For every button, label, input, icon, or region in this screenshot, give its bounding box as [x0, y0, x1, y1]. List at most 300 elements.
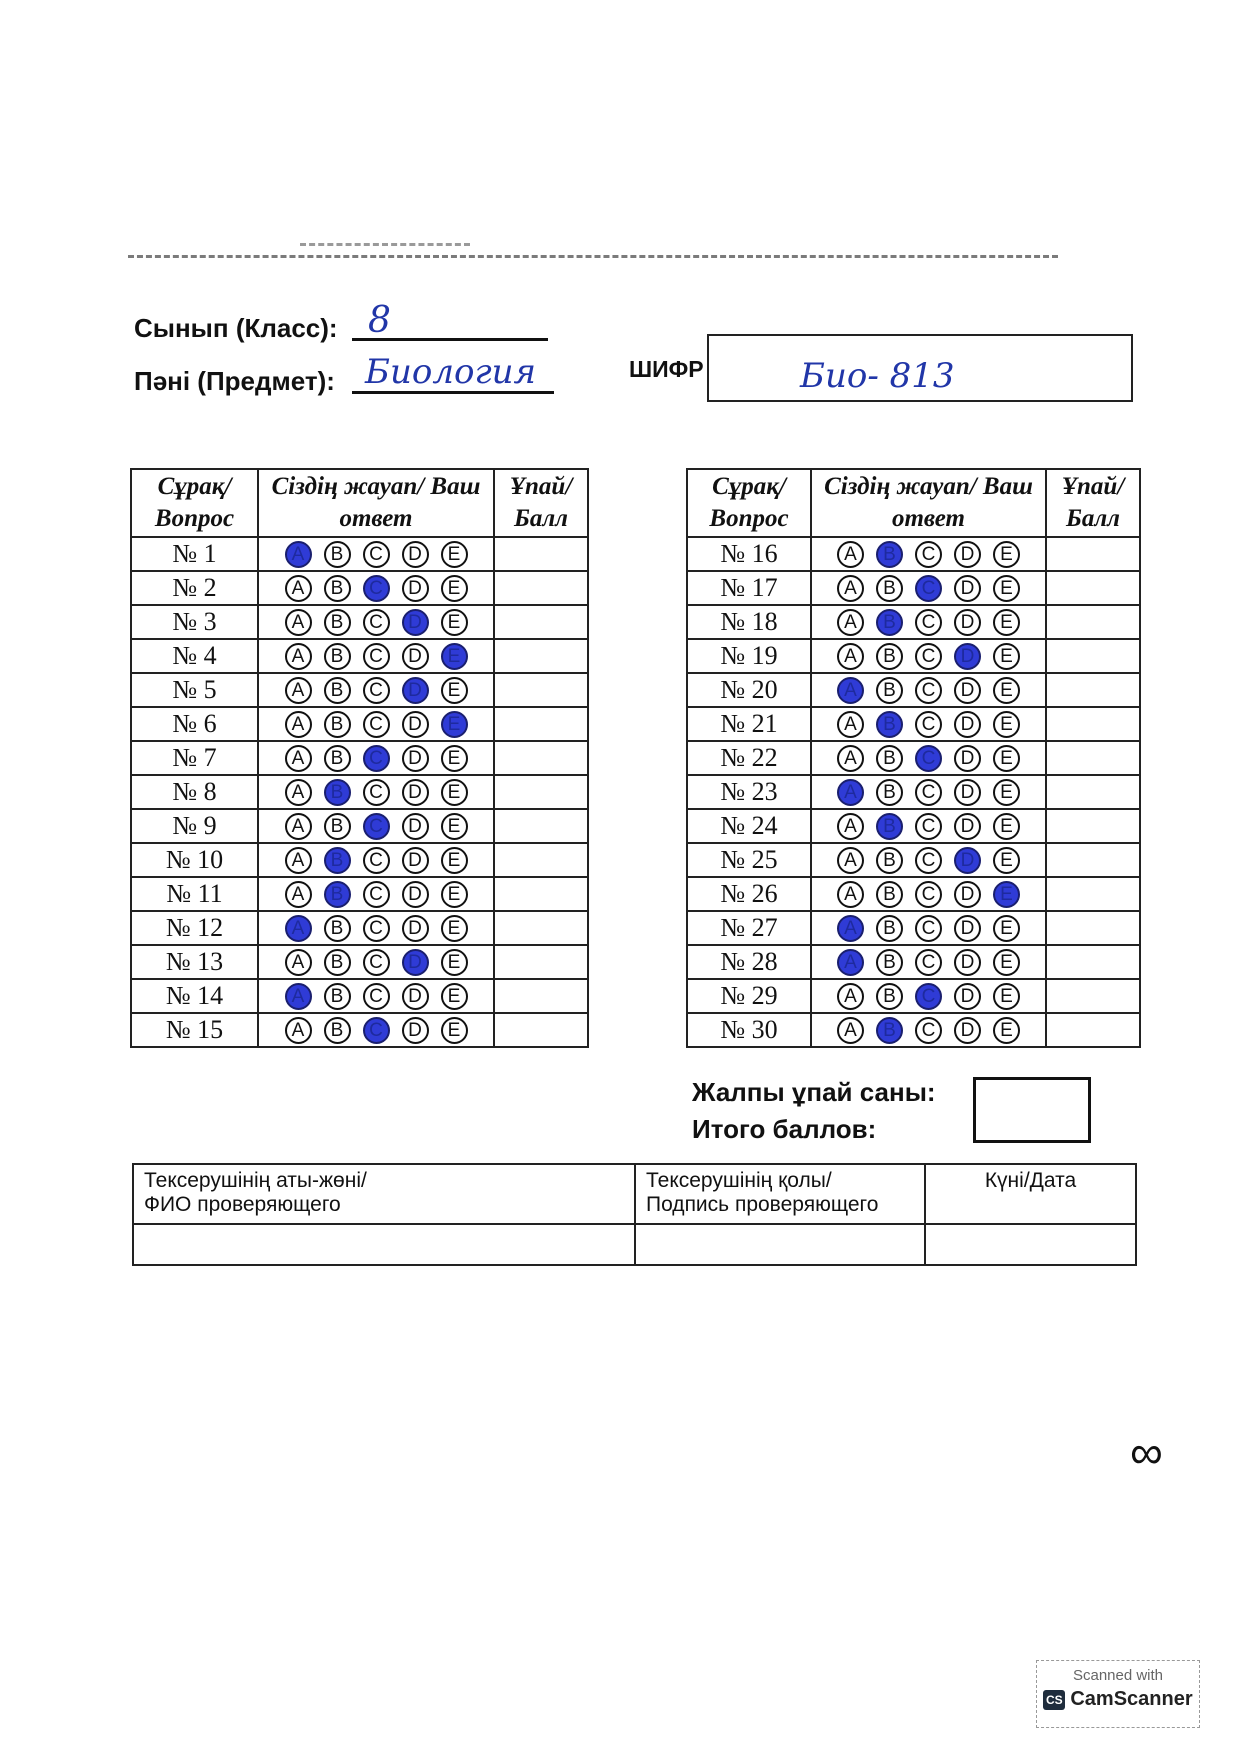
question-number: № 1	[131, 537, 258, 571]
question-row	[687, 877, 1140, 911]
answer-options	[258, 877, 494, 911]
question-row	[131, 809, 588, 843]
option-bubble-b[interactable]: B	[876, 847, 903, 874]
option-bubble-d[interactable]: D	[402, 1017, 429, 1044]
answer-options	[811, 639, 1046, 673]
answer-options	[811, 1013, 1046, 1047]
question-row	[131, 707, 588, 741]
question-number: № 22	[687, 741, 811, 775]
score-cell[interactable]	[1046, 911, 1140, 945]
question-number: № 5	[131, 673, 258, 707]
question-number: № 7	[131, 741, 258, 775]
option-bubble-b[interactable]: B	[324, 949, 351, 976]
score-cell[interactable]	[1046, 571, 1140, 605]
checker-date-cell[interactable]	[925, 1224, 1136, 1265]
option-bubble-a[interactable]: A	[837, 541, 864, 568]
option-bubble-c[interactable]: C	[915, 847, 942, 874]
total-score-box[interactable]	[973, 1077, 1091, 1143]
answer-options	[258, 1013, 494, 1047]
checker-date-label: Күні/Дата	[984, 1169, 1077, 1192]
option-bubble-b[interactable]: B	[324, 983, 351, 1010]
question-row	[687, 639, 1140, 673]
option-bubble-e[interactable]: E	[993, 711, 1020, 738]
question-row	[131, 911, 588, 945]
option-bubble-d[interactable]: D	[402, 609, 429, 636]
answer-options	[811, 707, 1046, 741]
option-bubble-c[interactable]: C	[363, 575, 390, 602]
option-bubble-b[interactable]: B	[876, 949, 903, 976]
option-bubble-b[interactable]: B	[876, 711, 903, 738]
answer-options	[811, 809, 1046, 843]
option-bubble-d[interactable]: D	[954, 711, 981, 738]
score-cell[interactable]	[494, 775, 588, 809]
option-bubble-e[interactable]: E	[441, 779, 468, 806]
option-bubble-d[interactable]: D	[402, 779, 429, 806]
option-bubble-c[interactable]: C	[915, 813, 942, 840]
option-bubble-c[interactable]: C	[363, 813, 390, 840]
option-bubble-a[interactable]: A	[285, 609, 312, 636]
question-number: № 18	[687, 605, 811, 639]
option-bubble-e[interactable]: E	[993, 541, 1020, 568]
option-bubble-c[interactable]: C	[363, 915, 390, 942]
option-bubble-a[interactable]: A	[285, 541, 312, 568]
answer-options	[811, 911, 1046, 945]
question-number: № 29	[687, 979, 811, 1013]
option-bubble-c[interactable]: C	[363, 847, 390, 874]
option-bubble-a[interactable]: A	[285, 1017, 312, 1044]
option-bubble-a[interactable]: A	[285, 813, 312, 840]
option-bubble-e[interactable]: E	[993, 575, 1020, 602]
option-bubble-b[interactable]: B	[324, 575, 351, 602]
checker-sign-label-ru: Подпись проверяющего	[646, 1193, 879, 1216]
option-bubble-d[interactable]: D	[402, 915, 429, 942]
option-bubble-c[interactable]: C	[363, 541, 390, 568]
score-cell[interactable]	[494, 1013, 588, 1047]
answer-options	[811, 979, 1046, 1013]
question-row	[687, 741, 1140, 775]
question-number: № 4	[131, 639, 258, 673]
answer-options	[258, 639, 494, 673]
answer-options	[811, 877, 1046, 911]
answer-options	[258, 775, 494, 809]
answer-options	[258, 571, 494, 605]
option-bubble-d[interactable]: D	[954, 677, 981, 704]
answer-options	[811, 673, 1046, 707]
option-bubble-b[interactable]: B	[876, 609, 903, 636]
question-number: № 10	[131, 843, 258, 877]
option-bubble-d[interactable]: D	[402, 643, 429, 670]
option-bubble-b[interactable]: B	[876, 575, 903, 602]
option-bubble-e[interactable]: E	[441, 643, 468, 670]
score-cell[interactable]	[494, 605, 588, 639]
option-bubble-a[interactable]: A	[285, 643, 312, 670]
question-row	[131, 979, 588, 1013]
option-bubble-a[interactable]: A	[837, 643, 864, 670]
question-number: № 8	[131, 775, 258, 809]
question-row	[131, 741, 588, 775]
question-number: № 12	[131, 911, 258, 945]
option-bubble-e[interactable]: E	[993, 643, 1020, 670]
answer-options	[258, 809, 494, 843]
option-bubble-d[interactable]: D	[402, 745, 429, 772]
answer-options	[811, 741, 1046, 775]
option-bubble-c[interactable]: C	[915, 609, 942, 636]
option-bubble-e[interactable]: E	[441, 813, 468, 840]
question-number: № 2	[131, 571, 258, 605]
question-row	[687, 775, 1140, 809]
option-bubble-b[interactable]: B	[324, 1017, 351, 1044]
option-bubble-a[interactable]: A	[285, 711, 312, 738]
option-bubble-a[interactable]: A	[285, 949, 312, 976]
question-row	[131, 605, 588, 639]
answer-options	[258, 673, 494, 707]
option-bubble-e[interactable]: E	[441, 575, 468, 602]
option-bubble-c[interactable]: C	[363, 881, 390, 908]
question-number: № 23	[687, 775, 811, 809]
answer-options	[811, 537, 1046, 571]
question-row	[687, 809, 1140, 843]
option-bubble-d[interactable]: D	[954, 813, 981, 840]
answer-options	[258, 605, 494, 639]
option-bubble-a[interactable]: A	[837, 813, 864, 840]
option-bubble-c[interactable]: C	[363, 711, 390, 738]
option-bubble-a[interactable]: A	[837, 779, 864, 806]
question-number: № 21	[687, 707, 811, 741]
question-number: № 14	[131, 979, 258, 1013]
option-bubble-e[interactable]: E	[993, 881, 1020, 908]
score-cell[interactable]	[1046, 945, 1140, 979]
option-bubble-b[interactable]: B	[324, 779, 351, 806]
checker-name-label-ru: ФИО проверяющего	[144, 1193, 341, 1216]
question-number: № 28	[687, 945, 811, 979]
option-bubble-e[interactable]: E	[441, 915, 468, 942]
question-number: № 25	[687, 843, 811, 877]
subject-underline	[352, 391, 554, 394]
option-bubble-e[interactable]: E	[993, 983, 1020, 1010]
score-cell[interactable]	[1046, 775, 1140, 809]
option-bubble-c[interactable]: C	[915, 711, 942, 738]
score-cell[interactable]	[1046, 877, 1140, 911]
answer-options	[258, 945, 494, 979]
total-label-ru: Итого баллов:	[692, 1114, 877, 1144]
class-value: 8	[368, 300, 391, 341]
option-bubble-c[interactable]: C	[363, 745, 390, 772]
total-label	[692, 1074, 936, 1148]
option-bubble-a[interactable]: A	[837, 575, 864, 602]
option-bubble-c[interactable]: C	[363, 643, 390, 670]
option-bubble-e[interactable]: E	[993, 609, 1020, 636]
score-cell[interactable]	[494, 911, 588, 945]
class-underline	[352, 338, 548, 341]
score-cell[interactable]	[494, 571, 588, 605]
option-bubble-e[interactable]: E	[993, 677, 1020, 704]
option-bubble-c[interactable]: C	[915, 915, 942, 942]
question-number: № 16	[687, 537, 811, 571]
option-bubble-e[interactable]: E	[441, 609, 468, 636]
question-number: № 9	[131, 809, 258, 843]
question-number: № 19	[687, 639, 811, 673]
question-row	[131, 1013, 588, 1047]
option-bubble-c[interactable]: C	[915, 643, 942, 670]
option-bubble-d[interactable]: D	[402, 575, 429, 602]
cipher-value: Био- 813	[800, 356, 955, 396]
option-bubble-a[interactable]: A	[285, 847, 312, 874]
answer-options	[258, 537, 494, 571]
option-bubble-d[interactable]: D	[402, 813, 429, 840]
option-bubble-b[interactable]: B	[324, 677, 351, 704]
checker-sign-cell[interactable]	[635, 1224, 925, 1265]
option-bubble-c[interactable]: C	[363, 949, 390, 976]
scanner-caption: Scanned with	[1072, 1667, 1164, 1684]
option-bubble-a[interactable]: A	[837, 745, 864, 772]
question-number: № 11	[131, 877, 258, 911]
score-cell[interactable]	[1046, 979, 1140, 1013]
question-row	[687, 911, 1140, 945]
option-bubble-b[interactable]: B	[324, 643, 351, 670]
scanner-brand: CamScanner	[1070, 1688, 1193, 1710]
option-bubble-e[interactable]: E	[993, 745, 1020, 772]
option-bubble-a[interactable]: A	[285, 915, 312, 942]
option-bubble-a[interactable]: A	[285, 677, 312, 704]
question-row	[687, 707, 1140, 741]
option-bubble-e[interactable]: E	[993, 813, 1020, 840]
answer-options	[258, 741, 494, 775]
answer-options	[258, 707, 494, 741]
question-number: № 27	[687, 911, 811, 945]
option-bubble-a[interactable]: A	[837, 949, 864, 976]
score-header: Ұпай/ Балл	[1046, 469, 1140, 537]
answer-options	[811, 571, 1046, 605]
option-bubble-e[interactable]: E	[441, 847, 468, 874]
checker-name-cell[interactable]	[133, 1224, 635, 1265]
option-bubble-c[interactable]: C	[363, 983, 390, 1010]
option-bubble-e[interactable]: E	[441, 677, 468, 704]
answer-options	[811, 775, 1046, 809]
answer-header: Сіздің жауап/ Ваш ответ	[811, 469, 1046, 537]
question-row	[131, 877, 588, 911]
score-cell[interactable]	[1046, 605, 1140, 639]
score-cell[interactable]	[494, 537, 588, 571]
score-cell[interactable]	[1046, 1013, 1140, 1047]
answer-options	[811, 843, 1046, 877]
option-bubble-e[interactable]: E	[993, 847, 1020, 874]
checker-name-header	[133, 1164, 635, 1224]
option-bubble-a[interactable]: A	[837, 983, 864, 1010]
option-bubble-c[interactable]: C	[363, 609, 390, 636]
question-row	[131, 537, 588, 571]
option-bubble-c[interactable]: C	[915, 983, 942, 1010]
option-bubble-d[interactable]: D	[402, 541, 429, 568]
checker-sign-header	[635, 1164, 925, 1224]
scanner-brand-row	[1037, 1688, 1199, 1711]
class-label: Сынып (Класс):	[134, 313, 338, 343]
option-bubble-a[interactable]: A	[837, 847, 864, 874]
score-cell[interactable]	[494, 673, 588, 707]
score-cell[interactable]	[1046, 537, 1140, 571]
score-cell[interactable]	[1046, 707, 1140, 741]
answer-table-left	[130, 468, 589, 1048]
option-bubble-d[interactable]: D	[954, 745, 981, 772]
option-bubble-d[interactable]: D	[402, 949, 429, 976]
question-number: № 26	[687, 877, 811, 911]
answer-options	[258, 979, 494, 1013]
score-cell[interactable]	[494, 945, 588, 979]
option-bubble-a[interactable]: A	[837, 711, 864, 738]
score-cell[interactable]	[1046, 741, 1140, 775]
option-bubble-d[interactable]: D	[954, 847, 981, 874]
option-bubble-b[interactable]: B	[324, 711, 351, 738]
option-bubble-a[interactable]: A	[285, 779, 312, 806]
option-bubble-d[interactable]: D	[954, 983, 981, 1010]
checker-table	[132, 1163, 1137, 1266]
option-bubble-d[interactable]: D	[954, 541, 981, 568]
option-bubble-d[interactable]: D	[402, 711, 429, 738]
camscanner-logo-icon: CS	[1043, 1690, 1065, 1710]
option-bubble-b[interactable]: B	[876, 779, 903, 806]
answer-table-right	[686, 468, 1141, 1048]
question-row	[131, 945, 588, 979]
option-bubble-d[interactable]: D	[402, 983, 429, 1010]
option-bubble-c[interactable]: C	[915, 1017, 942, 1044]
option-bubble-a[interactable]: A	[837, 677, 864, 704]
question-header: Сұрақ/ Вопрос	[131, 469, 258, 537]
option-bubble-c[interactable]: C	[915, 575, 942, 602]
option-bubble-c[interactable]: C	[915, 677, 942, 704]
option-bubble-c[interactable]: C	[363, 779, 390, 806]
option-bubble-e[interactable]: E	[441, 881, 468, 908]
score-header: Ұпай/ Балл	[494, 469, 588, 537]
option-bubble-d[interactable]: D	[954, 575, 981, 602]
option-bubble-b[interactable]: B	[876, 745, 903, 772]
option-bubble-d[interactable]: D	[954, 915, 981, 942]
question-header: Сұрақ/ Вопрос	[687, 469, 811, 537]
question-row	[687, 571, 1140, 605]
answer-options	[811, 945, 1046, 979]
option-bubble-b[interactable]: B	[324, 813, 351, 840]
option-bubble-b[interactable]: B	[876, 881, 903, 908]
answer-options	[258, 843, 494, 877]
question-row	[687, 1013, 1140, 1047]
option-bubble-b[interactable]: B	[324, 745, 351, 772]
score-cell[interactable]	[494, 707, 588, 741]
option-bubble-c[interactable]: C	[915, 541, 942, 568]
option-bubble-e[interactable]: E	[441, 745, 468, 772]
option-bubble-c[interactable]: C	[915, 779, 942, 806]
option-bubble-d[interactable]: D	[402, 881, 429, 908]
option-bubble-e[interactable]: E	[441, 541, 468, 568]
question-row	[131, 775, 588, 809]
option-bubble-d[interactable]: D	[954, 881, 981, 908]
score-cell[interactable]	[1046, 843, 1140, 877]
option-bubble-b[interactable]: B	[876, 915, 903, 942]
answer-header: Сіздің жауап/ Ваш ответ	[258, 469, 494, 537]
question-row	[131, 571, 588, 605]
option-bubble-e[interactable]: E	[993, 915, 1020, 942]
option-bubble-e[interactable]: E	[441, 983, 468, 1010]
subject-label: Пәні (Предмет):	[134, 366, 335, 396]
option-bubble-b[interactable]: B	[324, 881, 351, 908]
option-bubble-c[interactable]: C	[363, 677, 390, 704]
camscanner-watermark	[1036, 1660, 1200, 1728]
score-cell[interactable]	[1046, 809, 1140, 843]
option-bubble-a[interactable]: A	[285, 881, 312, 908]
question-number: № 13	[131, 945, 258, 979]
score-cell[interactable]	[494, 639, 588, 673]
question-row	[131, 843, 588, 877]
checker-date-header	[925, 1164, 1136, 1224]
option-bubble-c[interactable]: C	[915, 745, 942, 772]
option-bubble-a[interactable]: A	[285, 983, 312, 1010]
question-row	[687, 843, 1140, 877]
score-cell[interactable]	[494, 741, 588, 775]
question-row	[687, 979, 1140, 1013]
question-number: № 3	[131, 605, 258, 639]
option-bubble-b[interactable]: B	[876, 983, 903, 1010]
option-bubble-c[interactable]: C	[915, 881, 942, 908]
question-row	[687, 605, 1140, 639]
total-label-kz: Жалпы ұпай саны:	[692, 1077, 936, 1107]
option-bubble-d[interactable]: D	[954, 643, 981, 670]
option-bubble-b[interactable]: B	[324, 915, 351, 942]
question-row	[687, 537, 1140, 571]
option-bubble-b[interactable]: B	[876, 1017, 903, 1044]
option-bubble-d[interactable]: D	[954, 1017, 981, 1044]
question-number: № 15	[131, 1013, 258, 1047]
option-bubble-b[interactable]: B	[876, 813, 903, 840]
option-bubble-b[interactable]: B	[324, 609, 351, 636]
option-bubble-e[interactable]: E	[993, 779, 1020, 806]
option-bubble-a[interactable]: A	[837, 881, 864, 908]
option-bubble-d[interactable]: D	[402, 847, 429, 874]
option-bubble-a[interactable]: A	[837, 1017, 864, 1044]
option-bubble-c[interactable]: C	[363, 1017, 390, 1044]
option-bubble-a[interactable]: A	[285, 745, 312, 772]
score-cell[interactable]	[494, 843, 588, 877]
question-number: № 20	[687, 673, 811, 707]
question-row	[687, 673, 1140, 707]
option-bubble-d[interactable]: D	[954, 949, 981, 976]
option-bubble-b[interactable]: B	[324, 541, 351, 568]
score-cell[interactable]	[1046, 639, 1140, 673]
option-bubble-b[interactable]: B	[324, 847, 351, 874]
option-bubble-e[interactable]: E	[441, 711, 468, 738]
checker-sign-label-kz: Тексерушінің қолы/	[646, 1169, 832, 1192]
tear-line	[128, 255, 1058, 258]
option-bubble-b[interactable]: B	[876, 677, 903, 704]
option-bubble-b[interactable]: B	[876, 541, 903, 568]
score-cell[interactable]	[1046, 673, 1140, 707]
option-bubble-a[interactable]: A	[837, 915, 864, 942]
option-bubble-d[interactable]: D	[402, 677, 429, 704]
score-cell[interactable]	[494, 877, 588, 911]
question-row	[131, 639, 588, 673]
option-bubble-e[interactable]: E	[441, 1017, 468, 1044]
score-cell[interactable]	[494, 809, 588, 843]
option-bubble-e[interactable]: E	[993, 949, 1020, 976]
score-cell[interactable]	[494, 979, 588, 1013]
option-bubble-a[interactable]: A	[285, 575, 312, 602]
option-bubble-c[interactable]: C	[915, 949, 942, 976]
tear-line-segment	[300, 243, 470, 246]
option-bubble-d[interactable]: D	[954, 779, 981, 806]
option-bubble-a[interactable]: A	[837, 609, 864, 636]
infinity-icon: ∞	[1130, 1426, 1163, 1478]
option-bubble-e[interactable]: E	[993, 1017, 1020, 1044]
option-bubble-e[interactable]: E	[441, 949, 468, 976]
question-row	[687, 945, 1140, 979]
option-bubble-d[interactable]: D	[954, 609, 981, 636]
option-bubble-b[interactable]: B	[876, 643, 903, 670]
